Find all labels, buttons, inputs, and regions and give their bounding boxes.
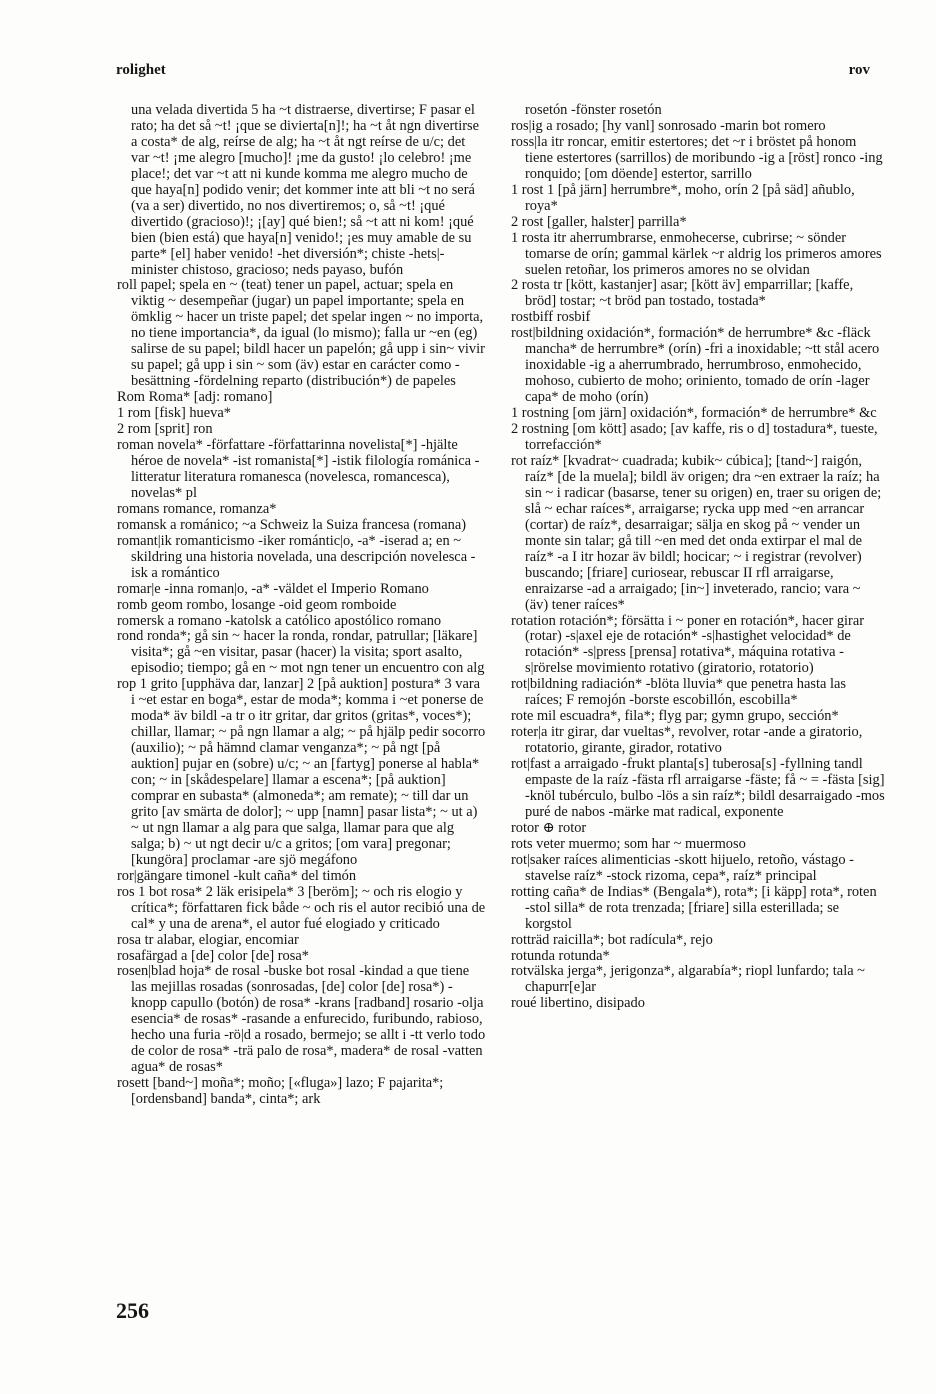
dictionary-entry: 1 rostning [om järn] oxidación*, formación* de herrumbre* &c bbox=[511, 405, 877, 422]
dictionary-entry: romant|ik romanticismo -iker romántic|o, -a* -iserad a; en ~ skildring una historia novelada, una descripción novelesca -isk a romántico bbox=[117, 532, 476, 581]
dictionary-entry: 1 rom [fisk] hueva* bbox=[117, 405, 231, 422]
dictionary-entry: rotation rotación*; försätta i ~ poner en rotación*, hacer girar (rotar) -s|axel eje de rotación* -s|hastighet velocidad* de rotación* -s|press [prensa] rotativa*, máquina rotativa -s|rörelse movimiento rotativo (giratorio, rotatorio) bbox=[511, 612, 865, 677]
dictionary-entry: roter|a itr girar, dar vueltas*, revolver, rotar -ande a giratorio, rotatorio, girante, girador, rotativo bbox=[511, 724, 863, 757]
dictionary-entry: rot|fast a arraigado -frukt planta[s] tuberosa[s] -fyllning tandl empaste de la raíz -fästa rfl arraigarse -fäste; få ~ = -fästa [sig] -knöl tubérculo, bulbo -lös a sin raíz*; bildl desarraigado -mos puré de nabos -märke mat radical, exponente bbox=[511, 756, 885, 820]
dictionary-entry: rosen|blad hoja* de rosal -buske bot rosal -kindad a que tiene las mejillas rosadas (sonrosadas, [de] color [de] rosa*) -knopp capullo (botón) de rosa* -krans [radband] rosario -olja esencia* de rosas* -rasande a enfurecido, furibundo, rabioso, hecho una furia -rö|d a rosado, bermejo; se allt i -tt verlo todo de color de rosa* -trä palo de rosa*, madera* de rosal -vatten agua* de rosas* bbox=[117, 963, 486, 1076]
dictionary-entry: rot|saker raíces alimenticias -skott hijuelo, retoño, vástago -stavelse raíz* -stock rizoma, cepa*, raíz* principal bbox=[511, 851, 854, 884]
dictionary-entry: romans romance, romanza* bbox=[117, 500, 277, 517]
dictionary-entry: romansk a románico; ~a Schweiz la Suiza francesa (romana) bbox=[117, 516, 467, 533]
dictionary-entry: 2 rostning [om kött] asado; [av kaffe, ris o d] tostadura*, tueste, torrefacción* bbox=[511, 421, 878, 454]
dictionary-entry: roman novela* -författare -författarinna novelista[*] -hjälte héroe de novela* -ist romanista[*] -istik filología románica -litteratur literatura romanesca (novelesca, romancesca), novelas* pl bbox=[117, 437, 480, 501]
dictionary-entry: 2 rosta tr [kött, kastanjer] asar; [kött äv] emparrillar; [kaffe, bröd] tostar; ~t bröd pan tostado, tostada* bbox=[511, 277, 854, 310]
right-column bbox=[511, 103, 885, 1012]
dictionary-entry: 1 rosta itr aherrumbrarse, enmohecerse, cubrirse; ~ sönder tomarse de orín; gammal kärlek ~r aldrig los primeros amores suelen retoñar, los primeros amores no se olvidan bbox=[511, 229, 882, 278]
dictionary-entry: rostbiff rosbif bbox=[511, 309, 591, 326]
dictionary-entry: rots veter muermo; som har ~ muermoso bbox=[511, 835, 746, 852]
dictionary-entry: 2 rost [galler, halster] parrilla* bbox=[511, 213, 687, 230]
dictionary-entry: 1 rost 1 [på järn] herrumbre*, moho, orín 2 [på säd] añublo, roya* bbox=[511, 181, 855, 214]
dictionary-entry: roué libertino, disipado bbox=[511, 995, 645, 1012]
dictionary-entry-continuation: una velada divertida 5 ha ~t distraerse, divertirse; F pasar el rato; ha det så ~t! ¡que se divierta[n]!; ha ~t åt ngn divertirse a costa* de alg, reírse de alg; ha ~t åt ngt reírse de u/c; det var ~t! ¡me alegro [mucho]! ¡me da gusto! ¡lo celebro! ¡me place!; det var ~t att ni kunde komma me alegro mucho de que haya[n] podido venir; det kommer inte att bli ~t no será (va a ser) divertido, no nos divertiremos; o, så ~t! ¡qué divertido (gracioso)!; ¡[ay] qué bien!; så ~t att ni kom! ¡qué bien (bien está) que haya[n] venido!; ¡es muy amable de su parte* [el] haber venido! -het diversión*; chiste -hets|-minister chistoso, gracioso; neds payaso, bufón bbox=[131, 102, 480, 278]
page-number: 256 bbox=[116, 1298, 149, 1323]
left-column bbox=[117, 103, 487, 1108]
left-guide-word: rolighet bbox=[116, 62, 166, 78]
dictionary-entry: rost|bildning oxidación*, formación* de herrumbre* &c -fläck mancha* de herrumbre* (orín) -fri a inoxidable; ~tt stål acero inoxidable -ig a aherrumbrado, herrumbroso, enmohecido, mohoso, cubierto de moho; oriniento, tomado de orín -lager capa* de moho (orín) bbox=[511, 325, 880, 406]
dictionary-entry: ros|ig a rosado; [hy vanl] sonrosado -marin bot romero bbox=[511, 117, 826, 134]
dictionary-entry: ros 1 bot rosa* 2 läk erisipela* 3 [beröm]; ~ och ris elogio y crítica*; författaren fick både ~ och ris el autor recibió una de cal* y una de arena*, el autor fué elogiado y criticado bbox=[117, 883, 486, 932]
dictionary-entry: romar|e -inna roman|o, -a* -väldet el Imperio Romano bbox=[117, 580, 429, 597]
right-guide-word: rov bbox=[848, 62, 870, 78]
dictionary-entry: rotting caña* de Indias* (Bengala*), rota*; [i käpp] rota*, roten -stol silla* de rota trenzada; [friare] silla esterillada; se korgstol bbox=[511, 883, 877, 932]
dictionary-entry: roll papel; spela en ~ (teat) tener un papel, actuar; spela en viktig ~ desempeñar (jugar) un papel importante; spela en ömklig ~ hacer un triste papel; det spelar ingen ~ no importa, no tiene importancia*, da igual (lo mismo); falla ur ~en (eg) salirse de su papel; bildl hacer un papelón; gå upp i sin~ vivir su papel; gå upp i sin ~ som (äv) estar en carácter como -besättning -fördelning reparto (distribución*) de papeles bbox=[117, 277, 485, 390]
dictionary-entry: rotor ⊕ rotor bbox=[511, 819, 587, 836]
dictionary-entry: rosafärgad a [de] color [de] rosa* bbox=[117, 947, 309, 964]
dictionary-entry: rop 1 grito [upphäva dar, lanzar] 2 [på auktion] postura* 3 vara i ~et estar en boga*, estar de moda*; komma i ~et ponerse de moda* äv bildl -a tr o itr gritar, dar gritos (gritas*, voces*); chillar, llamar; ~ på ngn llamar a alg; ~ på hjälp pedir socorro (auxilio); ~ på hämnd clamar venganza*; ~ på ngt [på auktion] pujar en (sobre) u/c; ~ an [fartyg] ponerse al habla* con; ~ in [skådespelare] llamar a escena*; [på auktion] comprar en subasta* (almoneda*; am remate); ~ till dar un grito [av smärta de dolor]; ~ upp [namn] pasar lista*; ~ ut a) ~ ut ngn llamar a alg para que salga, llamar para que alg salga; b) ~ ut ngt decir u/c a gritos; [om vara] pregonar; [kungöra] proclamar -are sjö megáfono bbox=[117, 676, 486, 868]
dictionary-entry: romb geom rombo, losange -oid geom romboide bbox=[117, 596, 397, 613]
dictionary-entry: rot|bildning radiación* -blöta lluvia* que penetra hasta las raíces; F remojón -borste escobillón, escobilla* bbox=[511, 676, 846, 709]
dictionary-entry: rotträd raicilla*; bot radícula*, rejo bbox=[511, 931, 713, 948]
dictionary-entry-continuation: rosetón -fönster rosetón bbox=[525, 102, 662, 118]
dictionary-entry: ror|gängare timonel -kult caña* del timón bbox=[117, 867, 357, 884]
dictionary-entry: rotunda rotunda* bbox=[511, 947, 610, 964]
dictionary-entry: ross|la itr roncar, emitir estertores; det ~r i bröstet på honom tiene estertores (sarrillos) de moribundo -ig a [röst] ronco -ing ronquido; [om döende] estertor, sarrillo bbox=[511, 133, 883, 182]
dictionary-entry: rotvälska jerga*, jerigonza*, algarabía*; riopl lunfardo; tala ~ chapurr[e]ar bbox=[511, 963, 865, 996]
dictionary-entry: romersk a romano -katolsk a católico apostólico romano bbox=[117, 612, 442, 629]
dictionary-entry: Rom Roma* [adj: romano] bbox=[117, 389, 273, 406]
dictionary-entry: 2 rom [sprit] ron bbox=[117, 421, 213, 438]
dictionary-entry: rot raíz* [kvadrat~ cuadrada; kubik~ cúbica]; [tand~] raigón, raíz* [de la muela]; bildl äv origen; dra ~en extraer la raíz; ha sin ~ i radicar (basarse, tener su origen) en, traer su origen de; slå ~ echar raíces*, arraigarse; rycka upp med ~en arrancar (cortar) de raíz*, desarraigar; sälja en skog på ~ vender un monte sin talar; gå till ~en med det onda extirpar el mal de raíz* -a I itr hozar äv bildl; hocicar; ~ i registrar (revolver) buscando; [friare] curiosear, rebuscar II rfl arraigarse, enraizarse -ad a arraigado; [in~] inveterado, rancio; vara ~ (äv) tener raíces* bbox=[511, 452, 882, 613]
dictionary-entry: rosett [band~] moña*; moño; [«fluga»] lazo; F pajarita*; [ordensband] banda*, cinta*; ark bbox=[117, 1075, 444, 1108]
dictionary-entry: rosa tr alabar, elogiar, encomiar bbox=[117, 931, 299, 948]
dictionary-entry: rond ronda*; gå sin ~ hacer la ronda, rondar, patrullar; [läkare] visita*; gå ~en visitar, pasar (hacer) la visita; sport asalto, episodio; tiempo; gå en ~ mot ngn tener un encuentro con alg bbox=[117, 628, 485, 677]
dictionary-entry: rote mil escuadra*, fila*; flyg par; gymn grupo, sección* bbox=[511, 708, 839, 725]
